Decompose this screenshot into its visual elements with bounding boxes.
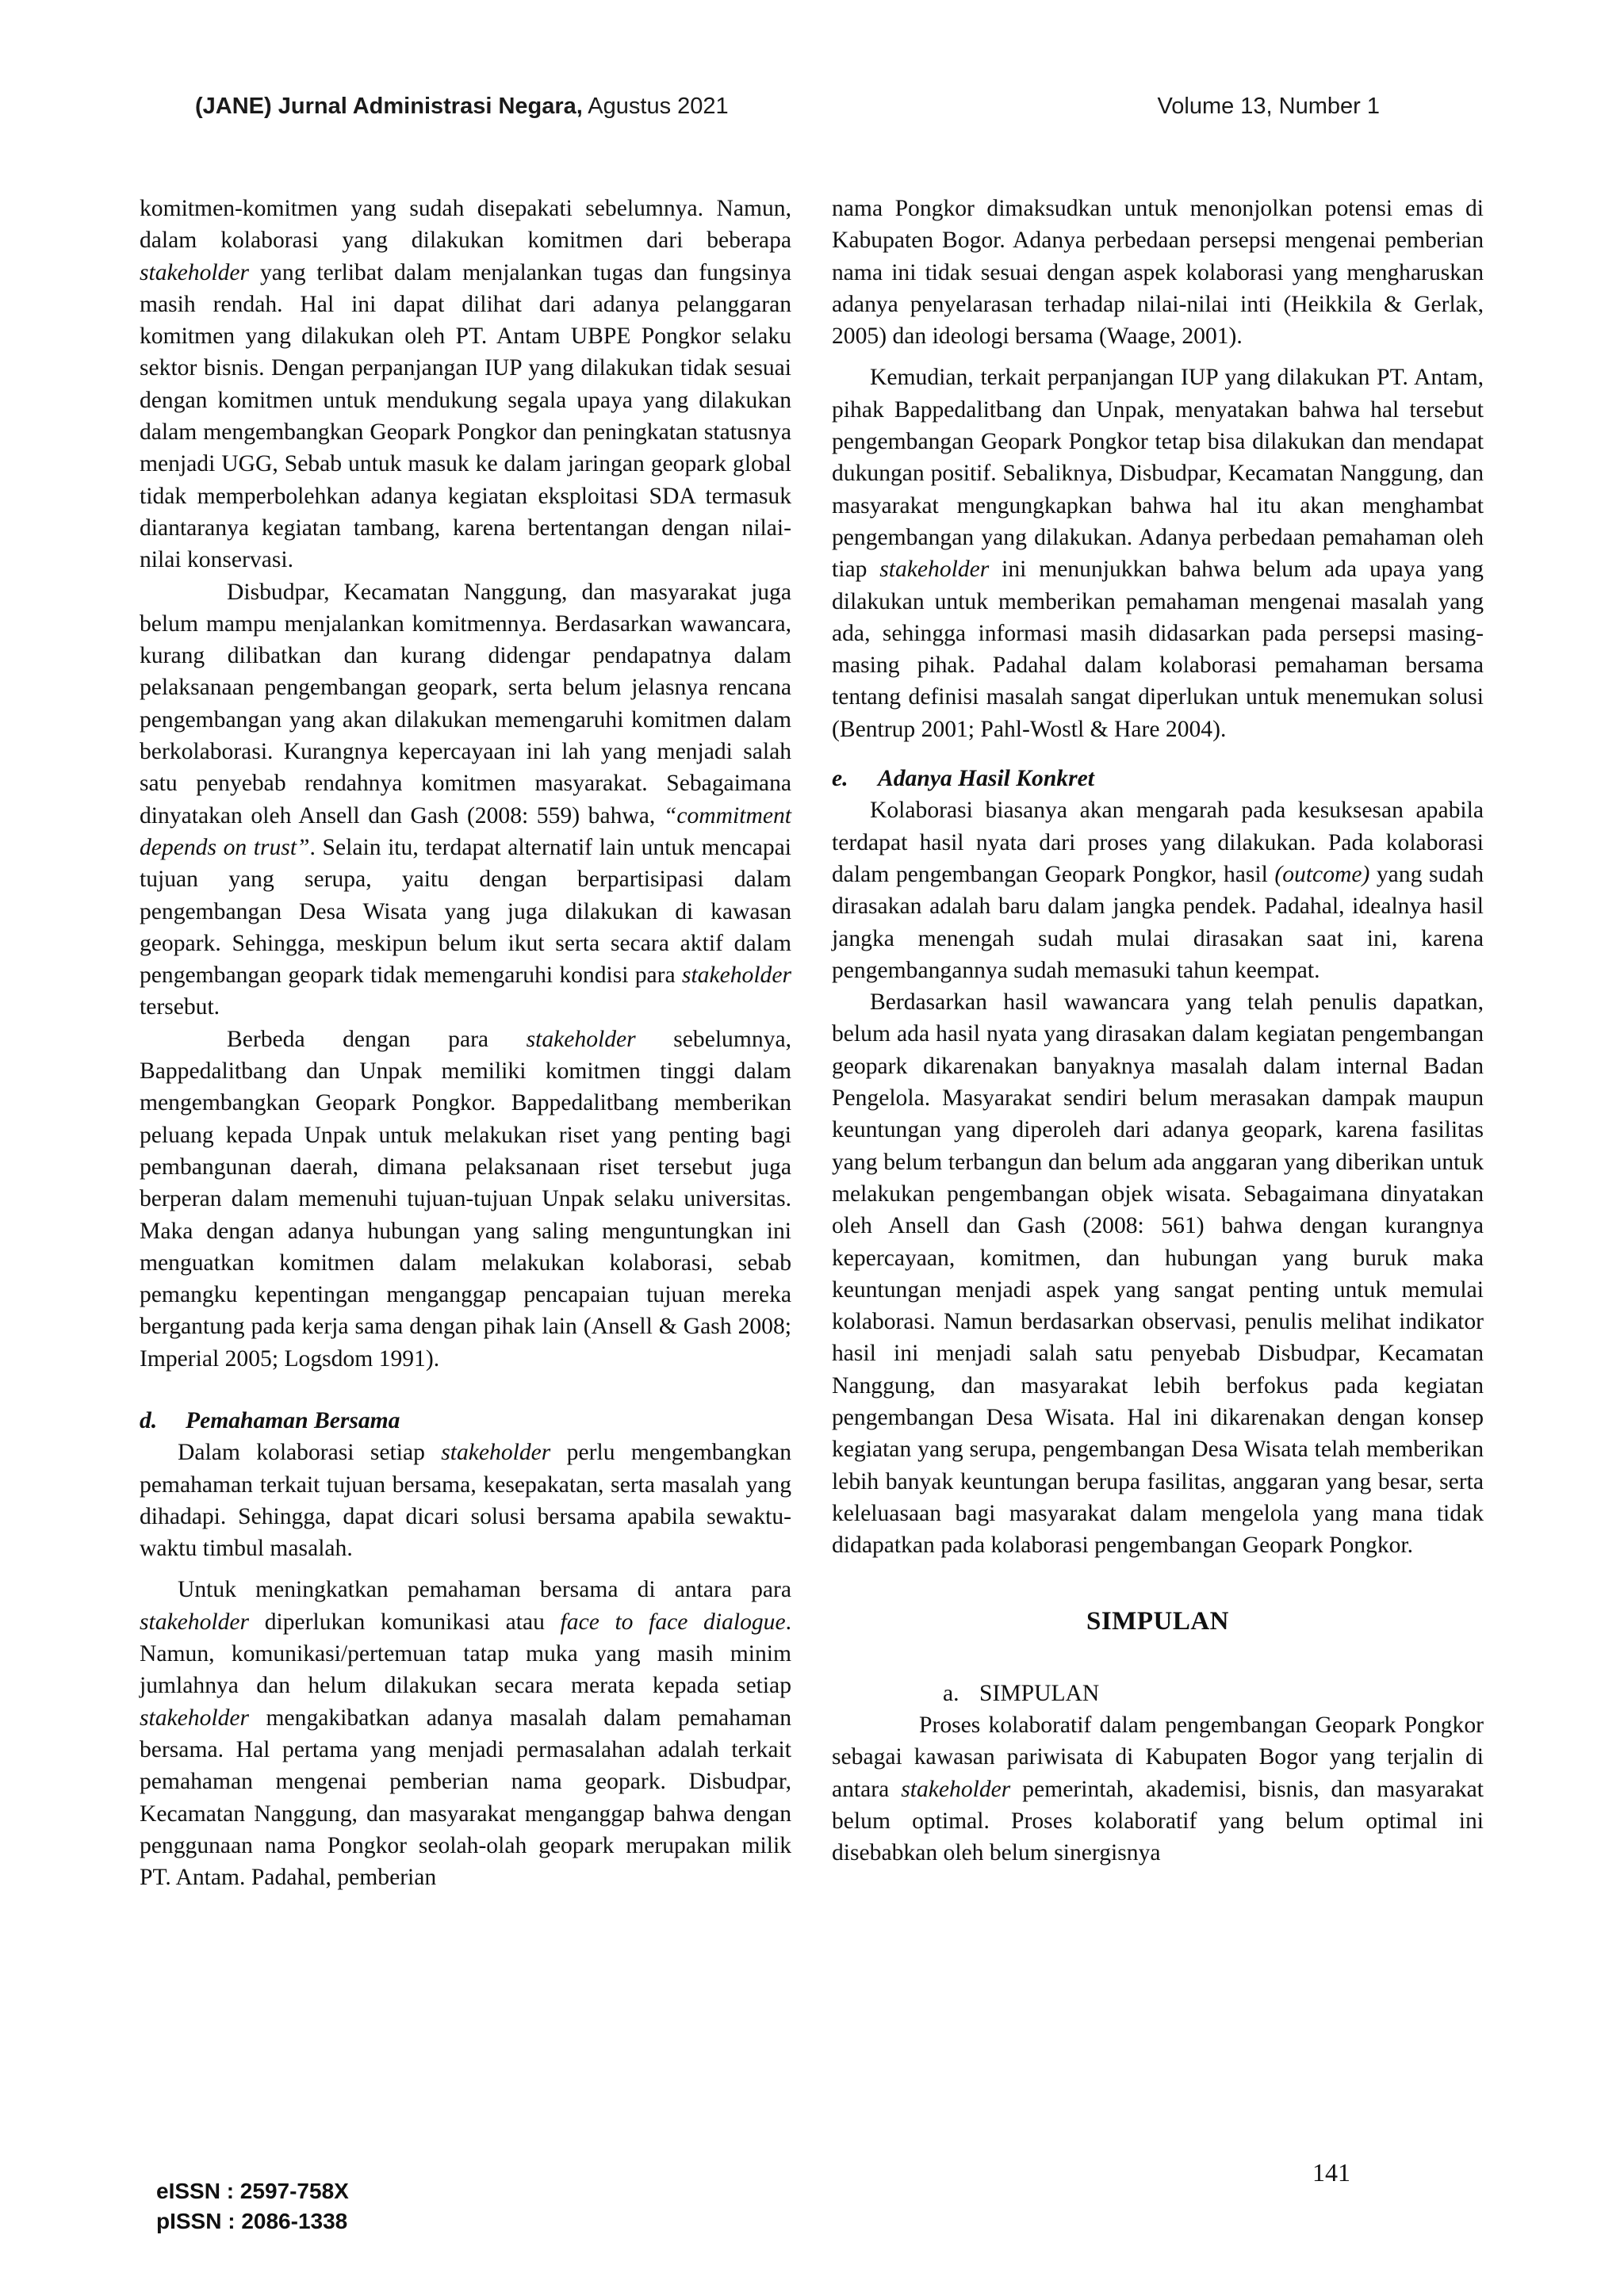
paragraph: Dalam kolaborasi setiap stakeholder perlu mengembangkan pemahaman terkait tujuan bersama, kesepakatan, serta masalah yang dihadapi. Sehingga, dapat dicari solusi bersama apabila sewaktu-waktu timbul masalah. [140,1440,791,1562]
journal-header [195,94,729,119]
italic-term: stakeholder [140,259,250,285]
sub-letter: a. [943,1680,959,1706]
italic-term: stakeholder [526,1026,636,1052]
issue-date: Agustus 2021 [582,94,729,119]
italic-term: stakeholder [140,1609,250,1635]
italic-term: stakeholder [140,1705,250,1731]
heading-letter: e. [832,766,848,792]
paragraph: Kolaborasi biasanya akan mengarah pada kesuksesan apabila terdapat hasil nyata dari proses yang dilakukan. Pada kolaborasi dalam pengembangan Geopark Pongkor, hasil (outcome) yang sudah dirasakan adalah baru dalam jangka pendek. Padahal, idealnya hasil jangka menengah sudah mulai dirasakan saat ini, karena pengembangannya sudah memasuki tahun keempat. [832,798,1484,983]
subsection-heading-e [832,763,1484,794]
italic-term: stakeholder [879,557,990,583]
italic-term: stakeholder [901,1776,1011,1802]
paragraph: Untuk meningkatkan pemahaman bersama di antara para stakeholder diperlukan komunikasi atau face to face dialogue. Namun, komunikasi/pertemuan tatap muka yang masih minim jumlahnya dan helum dilakukan secara merata kepada setiap stakeholder mengakibatkan adanya masalah dalam pemahaman bersama. Hal pertama yang menjadi permasalahan adalah terkait pemahaman mengenai pemberian nama geopark. Disbudpar, Kecamatan Nanggung, dan masyarakat menganggap bahwa dengan penggunaan nama Pongkor seolah-olah geopark merupakan milik PT. Antam. Padahal, pemberian [140,1577,791,1891]
left-column [140,193,791,1893]
issn-block [156,2176,349,2237]
pissn: pISSN : 2086-1338 [156,2209,348,2233]
italic-term: face to face dialogue [560,1609,786,1635]
paragraph: nama Pongkor dimaksudkan untuk menonjolkan potensi emas di Kabupaten Bogor. Adanya perbedaan persepsi mengenai pemberian nama ini tidak sesuai dengan aspek kolaborasi yang mengharuskan adanya penyelarasan terhadap nilai-nilai inti (Heikkila & Gerlak, 2005) dan ideologi bersama (Waage, 2001). [832,196,1484,350]
paragraph: Proses kolaboratif dalam pengembangan Geopark Pongkor sebagai kawasan pariwisata di Kabupaten Bogor yang terjalin di antara stakeholder pemerintah, akademisi, bisnis, dan masyarakat belum optimal. Proses kolaboratif yang belum optimal ini disebabkan oleh belum sinergisnya [832,1712,1484,1866]
heading-text: Adanya Hasil Konkret [878,766,1094,792]
paragraph: Kemudian, terkait perpanjangan IUP yang dilakukan PT. Antam, pihak Bappedalitbang dan Unpak, menyatakan bahwa hal tersebut pengembangan Geopark Pongkor tetap bisa dilakukan dan mendapat dukungan positif. Sebaliknya, Disbudpar, Kecamatan Nanggung, dan masyarakat mengungkapkan bahwa hal itu akan menghambat pengembangan yang dilakukan. Adanya perbedaan pemahaman oleh tiap stakeholder ini menunjukkan bahwa belum ada upaya yang dilakukan untuk memberikan pemahaman mengenai masalah yang ada, sehingga informasi masih didasarkan pada persepsi masing-masing pihak. Padahal dalam kolaborasi pemahaman bersama tentang definisi masalah sangat diperlukan untuk menemukan solusi (Bentrup 2001; Pahl-Wostl & Hare 2004). [832,365,1484,742]
paragraph: komitmen-komitmen yang sudah disepakati sebelumnya. Namun, dalam kolaborasi yang dilakukan komitmen dari beberapa stakeholder yang terlibat dalam menjalankan tugas dan fungsinya masih rendah. Hal ini dapat dilihat dari adanya pelanggaran komitmen yang dilakukan oleh PT. Antam UBPE Pongkor selaku sektor bisnis. Dengan perpanjangan IUP yang dilakukan tidak sesuai dengan komitmen untuk mendukung segala upaya yang dilakukan dalam mengembangkan Geopark Pongkor dan peningkatan statusnya menjadi UGG, Sebab untuk masuk ke dalam jaringan geopark global tidak memperbolehkan adanya kegiatan eksploitasi SDA termasuk diantaranya kegiatan tambang, karena bertentangan dengan nilai-nilai konservasi. [140,196,791,573]
section-title: SIMPULAN [1086,1607,1229,1636]
italic-term: stakeholder [681,962,791,989]
eissn: eISSN : 2597-758X [156,2179,349,2203]
running-header [195,94,1380,120]
page-number: 141 [1312,2158,1350,2187]
paragraph: Berbeda dengan para stakeholder sebelumnya, Bappedalitbang dan Unpak memiliki komitmen tinggi dalam mengembangkan Geopark Pongkor. Bappedalitbang memberikan peluang kepada Unpak untuk melakukan riset yang penting bagi pembangunan daerah, dimana pelaksanaan riset tersebut juga berperan dalam memenuhi tujuan-tujuan Unpak selaku universitas. Maka dengan adanya hubungan yang saling menguntungkan ini menguatkan komitmen dalam melakukan kolaborasi, sebab pemangku kepentingan menganggap pencapaian tujuan mereka bergantung pada kerja sama dengan pihak lain (Ansell & Gash 2008; Imperial 2005; Logsdom 1991). [140,1026,791,1372]
volume-number: Volume 13, Number 1 [1157,94,1380,119]
paragraph: Disbudpar, Kecamatan Nanggung, dan masyarakat juga belum mampu menjalankan komitmennya. Berdasarkan wawancara, kurang dilibatkan dan kurang didengar pendapatnya dalam pelaksanaan pengembangan geopark, serta belum jelasnya rencana pengembangan yang akan dilakukan memengaruhi komitmen dalam berkolaborasi. Kurangnya kepercayaan ini lah yang menjadi salah satu penyebab rendahnya komitmen masyarakat. Sebagaimana dinyatakan oleh Ansell dan Gash (2008: 559) bahwa, “commitment depends on trust”. Selain itu, terdapat alternatif lain untuk mencapai tujuan yang serupa, yaitu dengan berpartisipasi dalam pengembangan Desa Wisata yang juga dilakukan di kawasan geopark. Sehingga, meskipun belum ikut serta secara aktif dalam pengembangan geopark tidak memengaruhi kondisi para stakeholder tersebut. [140,579,791,1020]
journal-name: (JANE) Jurnal Administrasi Negara, [195,94,583,119]
subsection-heading-d [140,1405,791,1437]
italic-term: “commitment depends on trust” [140,802,791,860]
italic-term: (outcome) [1274,861,1370,887]
heading-letter: d. [140,1407,158,1433]
italic-term: stakeholder [441,1440,551,1466]
right-column [832,193,1484,1869]
heading-text: Pemahaman Bersama [186,1407,400,1433]
sub-title: SIMPULAN [979,1680,1100,1706]
sub-section-label [832,1678,1484,1709]
paragraph: Berdasarkan hasil wawancara yang telah penulis dapatkan, belum ada hasil nyata yang dirasakan dalam kegiatan pengembangan geopark dikarenakan banyaknya masalah dalam internal Badan Pengelola. Masyarakat sendiri belum merasakan dampak maupun keuntungan yang diperoleh dari adanya geopark, karena fasilitas yang belum terbangun dan belum ada anggaran yang diberikan untuk melakukan pengembangan objek wisata. Sebagaimana dinyatakan oleh Ansell dan Gash (2008: 561) bahwa dengan kurangnya kepercayaan, komitmen, dan hubungan yang buruk maka keuntungan menjadi aspek yang sangat penting untuk memulai kolaborasi. Namun berdasarkan observasi, penulis melihat indikator hasil ini menjadi salah satu penyebab Disbudpar, Kecamatan Nanggung, dan masyarakat lebih berfokus pada kegiatan pengembangan Desa Wisata. Hal ini dikarenakan dengan konsep kegiatan yang serupa, pengembangan Desa Wisata telah memberikan lebih banyak keuntungan berupa fasilitas, anggaran yang besar, serta keleluasaan bagi masyarakat dalam mengelola yang mana tidak didapatkan pada kolaborasi pengembangan Geopark Pongkor. [832,989,1484,1559]
